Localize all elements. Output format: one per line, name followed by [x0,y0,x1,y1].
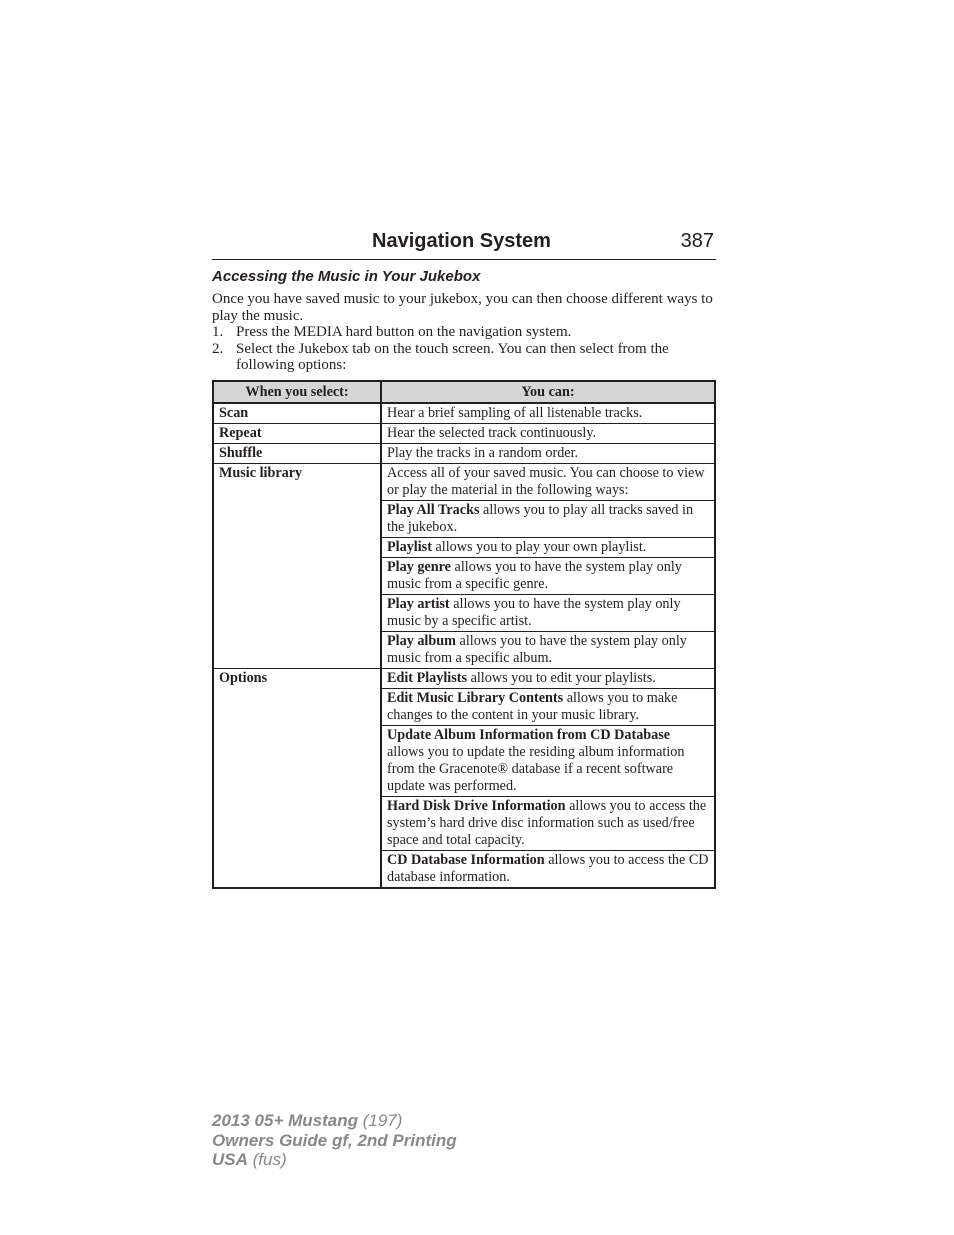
step-2 [212,341,716,374]
section-title: Accessing the Music in Your Jukebox [212,268,481,285]
options-item [381,689,715,726]
row-label-scan: Scan [213,403,381,424]
item-term: Update Album Information from CD Database [387,727,671,743]
table-header-row [213,381,715,403]
options-item [381,797,715,851]
page-footer [212,1111,457,1170]
table-row [213,464,715,501]
page-title: Navigation System [372,230,551,252]
options-item [381,726,715,797]
table-row [213,424,715,444]
item-desc: allows you to access the CD database information. [387,852,709,885]
music-library-item [381,595,715,632]
options-item [381,851,715,889]
music-library-intro: Access all of your saved music. You can choose to view or play the material in the following ways: [381,464,715,501]
step-text: Press the MEDIA hard button on the navigation system. [236,324,572,340]
row-label-music-library: Music library [213,464,381,669]
table-row [213,403,715,424]
item-desc: allows you to play all tracks saved in the jukebox. [387,502,694,535]
music-library-item [381,501,715,538]
step-text: Select the Jukebox tab on the touch screen. You can then select from the following options: [236,340,669,373]
header-when-you-select: When you select: [213,381,381,403]
row-desc-shuffle: Play the tracks in a random order. [381,444,715,464]
row-label-options: Options [213,669,381,889]
item-desc: allows you to make changes to the content in your music library. [387,690,678,723]
item-desc: allows you to play your own playlist. [431,539,647,555]
item-desc: allows you to have the system play only music by a specific artist. [387,596,681,629]
table-row [213,669,715,689]
footer-model-code: (197) [358,1111,403,1130]
item-term: Edit Music Library Contents [387,690,564,706]
item-term: CD Database Information [387,852,545,868]
table-row [213,444,715,464]
row-desc-repeat: Hear the selected track continuously. [381,424,715,444]
page-header [212,229,716,260]
music-library-item [381,558,715,595]
footer-model: 2013 05+ Mustang [212,1111,358,1130]
item-desc: allows you to have the system play only music from a specific genre. [387,559,682,592]
footer-market: USA [212,1150,248,1169]
item-term: Edit Playlists [387,670,468,686]
item-term: Play genre [387,559,451,575]
intro-paragraph: Once you have saved music to your jukebox, you can then choose different ways to play the music. [212,291,713,324]
item-term: Play artist [387,596,450,612]
item-desc: allows you to update the residing album information from the Gracenote® database if a recent software update was performed. [387,744,685,794]
step-number: 2. [212,340,224,357]
item-term: Playlist [387,539,432,555]
footer-line-2 [212,1131,457,1151]
page-number: 387 [680,230,714,252]
item-term: Play All Tracks [387,502,480,518]
item-term: Hard Disk Drive Information [387,798,566,814]
body-text [212,291,716,374]
item-term: Play album [387,633,456,649]
row-label-shuffle: Shuffle [213,444,381,464]
footer-line-1 [212,1111,457,1131]
row-desc-scan: Hear a brief sampling of all listenable tracks. [381,403,715,424]
step-number: 1. [212,324,224,340]
footer-line-3 [212,1150,457,1170]
music-library-item [381,632,715,669]
footer-guide: Owners Guide gf, 2nd Printing [212,1130,457,1150]
header-you-can: You can: [381,381,715,403]
item-desc: allows you to access the system’s hard drive disc information such as used/free space and total capacity. [387,798,707,848]
options-item [381,669,715,689]
item-desc: allows you to edit your playlists. [467,670,656,686]
step-1 [212,324,716,341]
item-desc: allows you to have the system play only music from a specific album. [387,633,687,666]
jukebox-options-table [212,380,716,889]
row-label-repeat: Repeat [213,424,381,444]
footer-market-code: (fus) [247,1150,287,1169]
music-library-item [381,538,715,558]
